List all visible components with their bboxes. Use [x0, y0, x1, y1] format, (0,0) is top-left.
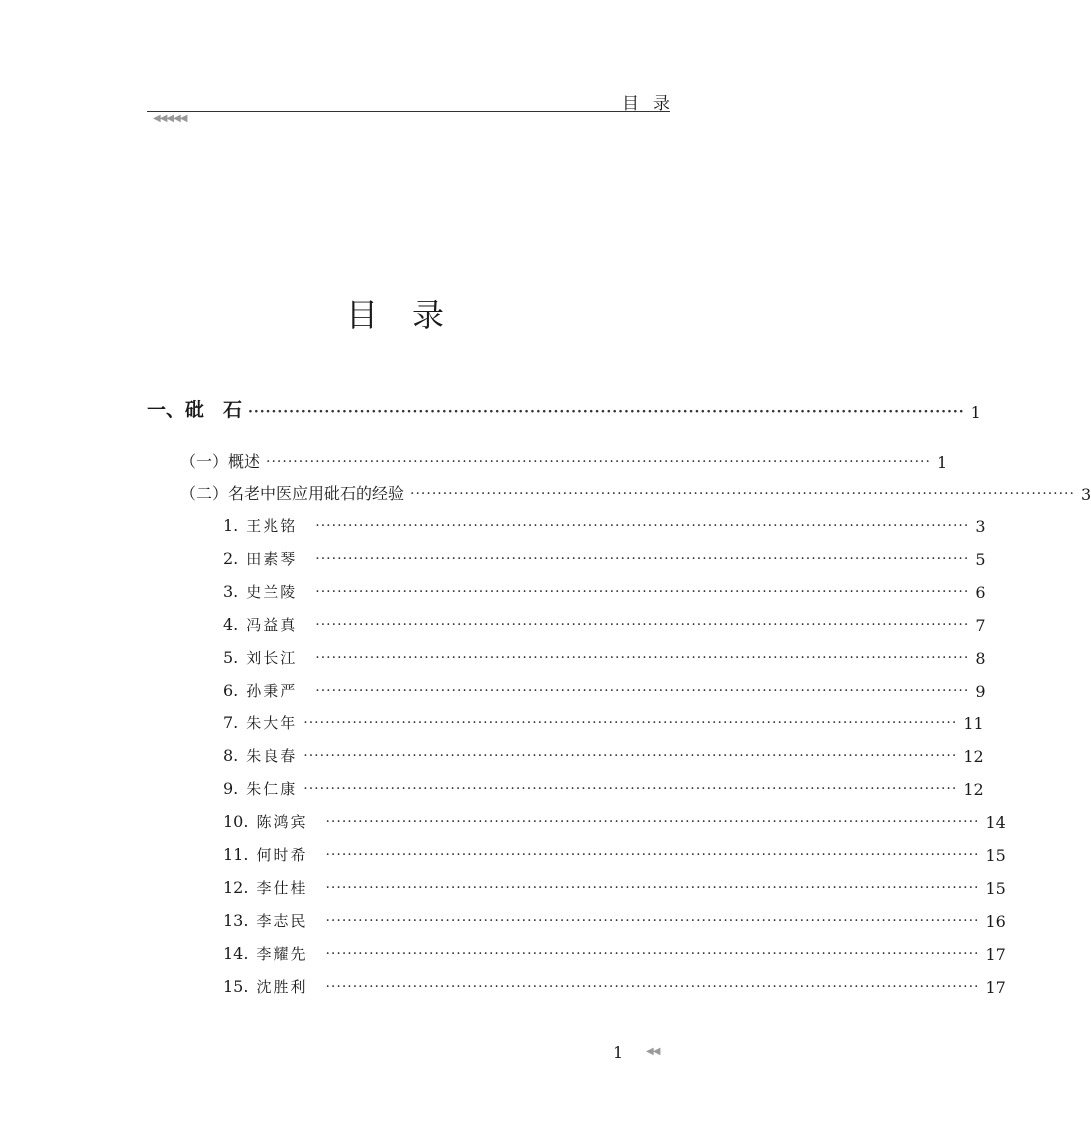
toc-section[interactable] — [147, 396, 981, 422]
toc-leader-dots: ························································································································ — [325, 879, 980, 896]
toc-leader-dots: ························································································································ — [303, 715, 958, 732]
toc-entry-label — [223, 778, 297, 799]
toc-page-number: 12 — [963, 780, 984, 800]
toc-entry[interactable] — [223, 740, 984, 767]
toc-entry-number: 15. — [223, 976, 249, 996]
toc-page-number: 7 — [975, 615, 986, 635]
toc-page-number: 12 — [963, 747, 984, 767]
toc-entry-name: 李仕桂 — [256, 878, 308, 897]
toc-entry-label — [223, 811, 307, 832]
toc-entry-name: 冯益真 — [246, 615, 298, 634]
toc-entry-number: 4. — [223, 614, 239, 634]
toc-entry-label — [223, 614, 297, 635]
toc-entry-name: 沈胜利 — [256, 977, 308, 996]
toc-leader-dots: ························································································································ — [325, 912, 980, 929]
toc-entry-name: 刘长江 — [246, 648, 298, 667]
toc-page-number: 1 — [936, 453, 948, 472]
toc-entry[interactable] — [223, 543, 986, 569]
toc-entry[interactable] — [223, 905, 1006, 931]
toc-subsection[interactable] — [180, 446, 948, 472]
toc-entry[interactable] — [223, 806, 1006, 833]
toc-entry-number: 10. — [223, 812, 249, 832]
toc-entry-label — [223, 910, 307, 931]
toc-entry[interactable] — [223, 675, 986, 701]
folio-page-number: 1 — [613, 1043, 624, 1062]
toc-subsection[interactable] — [180, 478, 1091, 504]
toc-page-number: 16 — [985, 911, 1006, 931]
toc-entry-number: 13. — [223, 910, 249, 930]
toc-entry[interactable] — [223, 872, 1006, 898]
toc-entry-name: 史兰陵 — [246, 582, 298, 601]
toc-leader-dots: ························································································································ — [315, 550, 970, 567]
header-arrows-icon: ◀◀◀◀◀ — [153, 113, 187, 124]
toc-entry-number: 7. — [223, 713, 239, 733]
toc-entry-number: 8. — [223, 746, 239, 766]
toc-page-number: 17 — [985, 977, 1006, 997]
toc-entry[interactable] — [223, 971, 1006, 997]
running-title: 目录 — [622, 94, 684, 114]
toc-page-number: 1 — [970, 403, 981, 422]
toc-entry-number: 5. — [223, 647, 239, 667]
toc-page-number: 3 — [975, 517, 986, 536]
page-title: 目录 — [345, 296, 478, 334]
toc-entry-name: 李耀先 — [256, 944, 308, 963]
toc-page-number: 15 — [985, 878, 1006, 898]
toc-page-number: 8 — [975, 648, 986, 668]
toc-leader-dots: ·························································································································· — [248, 404, 965, 420]
toc-entry[interactable] — [223, 839, 1006, 865]
toc-page-number: 6 — [975, 582, 986, 602]
toc-entry-number: 3. — [223, 581, 239, 601]
toc-entry-label — [223, 712, 297, 733]
toc-section-label: 一、砒 石 — [147, 399, 243, 421]
toc-leader-dots: ························································································································ — [325, 847, 980, 863]
footer-arrows-icon: ◀◀ — [646, 1046, 660, 1057]
toc-entry-label — [223, 647, 297, 668]
toc-entry-number: 12. — [223, 877, 249, 897]
toc-subsection-label: （一）概述 — [180, 452, 261, 471]
toc-leader-dots: ························································································································ — [315, 518, 970, 534]
toc-entry-number: 11. — [223, 845, 249, 864]
toc-entry[interactable] — [223, 609, 986, 635]
toc-entry-label — [223, 581, 297, 602]
toc-entry-name: 孙秉严 — [246, 681, 298, 700]
toc-entry-name: 田素琴 — [246, 549, 298, 568]
toc-entry-name: 李志民 — [256, 911, 308, 930]
toc-leader-dots: ························································································································ — [315, 616, 970, 633]
toc-entry-label — [223, 515, 297, 536]
toc-leader-dots: ·························································································································· — [410, 486, 1075, 502]
toc-entry-name: 何时希 — [256, 846, 308, 864]
toc-leader-dots: ························································································································ — [303, 781, 958, 798]
toc-leader-dots: ························································································································ — [315, 649, 970, 666]
toc-entry-name: 陈鸿宾 — [256, 813, 308, 832]
toc-entry-number: 2. — [223, 548, 239, 568]
toc-leader-dots: ························································································································ — [315, 583, 970, 600]
toc-entry-number: 6. — [223, 680, 239, 700]
toc-page-number: 14 — [985, 813, 1006, 833]
toc-entry-number: 1. — [223, 516, 239, 535]
toc-entry-label — [223, 976, 307, 997]
toc-leader-dots: ························································································································ — [325, 814, 980, 831]
toc-page-number: 15 — [985, 846, 1006, 865]
toc-page-number: 17 — [985, 944, 1006, 964]
toc-entry[interactable] — [223, 510, 986, 536]
toc-entry-label — [223, 745, 297, 766]
toc-page-number: 5 — [975, 549, 986, 569]
toc-entry-label — [223, 844, 307, 865]
toc-entry-name: 朱仁康 — [246, 780, 298, 799]
toc-entry[interactable] — [223, 707, 984, 734]
toc-entry-label — [223, 943, 307, 964]
toc-page-number: 9 — [975, 681, 986, 701]
toc-entry-number: 14. — [223, 943, 249, 963]
toc-entry-label — [223, 548, 297, 569]
toc-leader-dots: ························································································································ — [315, 682, 970, 699]
toc-entry-number: 9. — [223, 779, 239, 799]
toc-page-number: 3 — [1080, 485, 1091, 504]
toc-leader-dots: ························································································································ — [325, 945, 980, 962]
toc-entry[interactable] — [223, 773, 984, 800]
toc-entry[interactable] — [223, 642, 986, 668]
toc-entry-label — [223, 680, 297, 701]
toc-page-number: 11 — [963, 714, 984, 734]
toc-leader-dots: ························································································································ — [303, 748, 958, 765]
toc-leader-dots: ························································································································ — [325, 978, 980, 995]
toc-entry-label — [223, 877, 307, 898]
toc-subsection-label: （二）名老中医应用砒石的经验 — [180, 484, 405, 503]
toc-leader-dots: ·························································································································· — [266, 454, 931, 470]
toc-entry-name: 朱大年 — [246, 714, 298, 733]
toc-entry[interactable] — [223, 576, 986, 602]
toc-entry[interactable] — [223, 938, 1006, 964]
toc-entry-name: 王兆铭 — [246, 517, 298, 535]
toc-entry-name: 朱良春 — [246, 747, 298, 766]
